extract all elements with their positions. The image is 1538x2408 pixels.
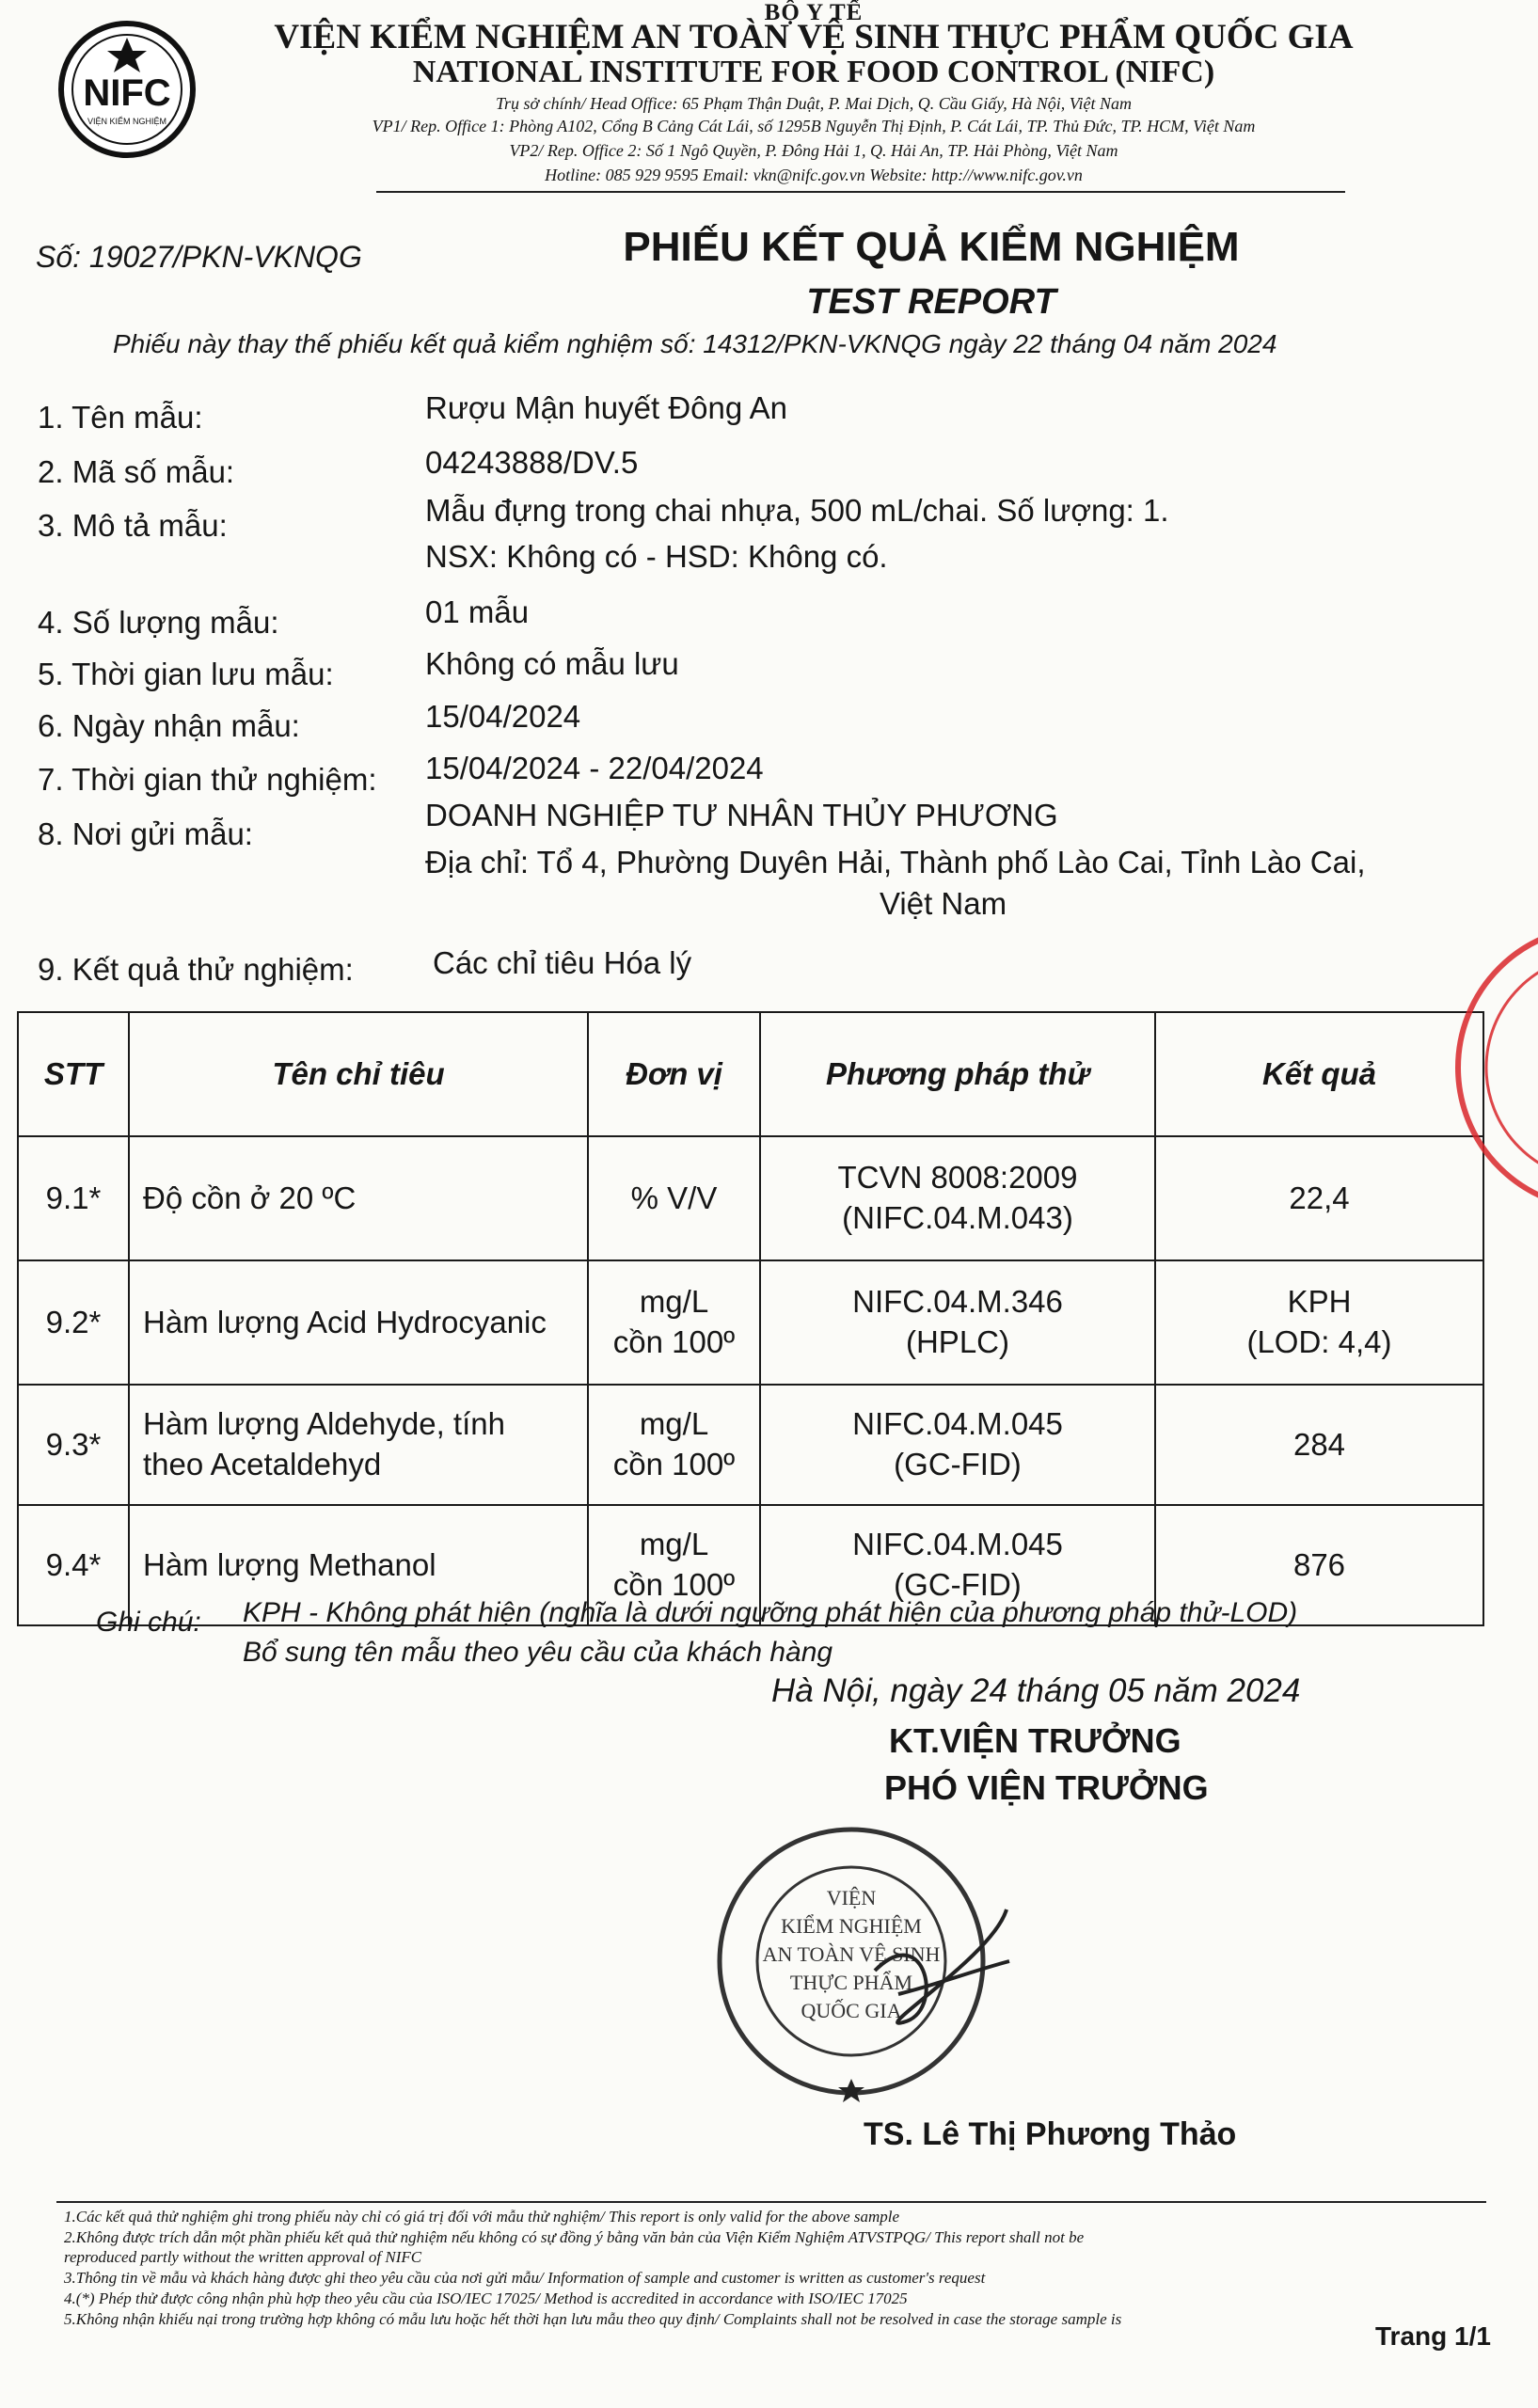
notes-line-2: Bổ sung tên mẫu theo yêu cầu của khách hàng: [243, 1637, 833, 1668]
place-date: Hà Nội, ngày 24 tháng 05 năm 2024: [771, 1672, 1301, 1709]
col-header-stt: STT: [18, 1012, 129, 1136]
logo-text: NIFC: [83, 72, 171, 114]
method-line-1: NIFC.04.M.045: [852, 1406, 1063, 1442]
method-line-1: NIFC.04.M.346: [852, 1284, 1063, 1320]
cell-stt: 9.3*: [18, 1385, 129, 1505]
table-row: [18, 1385, 1483, 1505]
document-title: PHIẾU KẾT QUẢ KIỂM NGHIỆM: [623, 224, 1240, 270]
signer-title-2: PHÓ VIỆN TRƯỞNG: [884, 1768, 1209, 1807]
field-label-test-period: 7. Thời gian thử nghiệm:: [38, 762, 377, 797]
method-line-1: TCVN 8008:2009: [837, 1160, 1078, 1196]
field-label-sample-description: 3. Mô tả mẫu:: [38, 508, 228, 543]
field-value-test-results: Các chỉ tiêu Hóa lý: [433, 945, 692, 980]
field-label-sample-name: 1. Tên mẫu:: [38, 400, 203, 435]
page-number: Trang 1/1: [1375, 2321, 1491, 2351]
stamp-line: AN TOÀN VỆ SINH: [762, 1942, 941, 1966]
rep-office-1: VP1/ Rep. Office 1: Phòng A102, Cổng B Cảng Cát Lái, số 1295B Nguyễn Thị Định, P. Cát Lái, TP. Thủ Đức, TP. HCM, Việt Nam: [372, 117, 1256, 135]
field-label-test-results: 9. Kết quả thử nghiệm:: [38, 952, 354, 987]
method-line-2: (NIFC.04.M.043): [842, 1200, 1073, 1235]
result-line-1: 22,4: [1289, 1180, 1350, 1215]
table-row: [18, 1260, 1483, 1385]
field-value-retention: Không có mẫu lưu: [425, 646, 679, 681]
result-line-1: KPH: [1287, 1284, 1352, 1320]
replacement-note: Phiếu này thay thế phiếu kết quả kiểm nghiệm số: 14312/PKN-VKNQG ngày 22 tháng 04 năm 2024: [113, 329, 1277, 358]
unit-line-1: mg/L: [639, 1284, 709, 1320]
table-row: [18, 1136, 1483, 1260]
cell-result: [1155, 1136, 1483, 1260]
red-stamp-partial: [1449, 917, 1538, 1218]
name-line-2: theo Acetaldehyd: [143, 1447, 382, 1481]
signer-name: TS. Lê Thị Phương Thảo: [864, 2116, 1237, 2152]
result-line-1: 876: [1292, 1546, 1346, 1582]
field-value-sample-description: Mẫu đựng trong chai nhựa, 500 mL/chai. Số lượng: 1.: [425, 493, 1169, 528]
cell-result: [1155, 1260, 1483, 1385]
document-subtitle: TEST REPORT: [806, 282, 1056, 322]
field-value-sender-country: Việt Nam: [880, 886, 1007, 921]
notes-label: Ghi chú:: [96, 1607, 201, 1638]
document-number: Số: 19027/PKN-VKNQG: [36, 240, 362, 274]
field-label-retention: 5. Thời gian lưu mẫu:: [38, 657, 334, 691]
col-header-method: Phương pháp thử: [760, 1012, 1155, 1136]
col-header-result: Kết quả: [1155, 1012, 1483, 1136]
result-line-1: 284: [1292, 1426, 1346, 1462]
cell-method: [760, 1136, 1155, 1260]
header-divider: [376, 191, 1345, 193]
ministry-name: BỘ Y TẾ: [764, 0, 864, 25]
table-header-row: [18, 1012, 1483, 1136]
field-label-received-date: 6. Ngày nhận mẫu:: [38, 708, 300, 743]
unit-line-2: cồn 100º: [612, 1324, 736, 1359]
field-label-sample-code: 2. Mã số mẫu:: [38, 454, 235, 489]
cell-unit: [588, 1385, 760, 1505]
unit-line-1: mg/L: [639, 1406, 709, 1442]
field-value-sender-address: Địa chỉ: Tổ 4, Phường Duyên Hải, Thành phố Lào Cai, Tỉnh Lào Cai,: [425, 845, 1366, 879]
field-label-sender: 8. Nơi gửi mẫu:: [38, 816, 253, 851]
cell-unit: [588, 1260, 760, 1385]
footer-note-1: 1.Các kết quả thử nghiệm ghi trong phiếu này chỉ có giá trị đối với mẫu thử nghiệm/ This report is only valid for the above sample: [64, 2208, 900, 2226]
footer-note-2b: reproduced partly without the written approval of NIFC: [64, 2248, 422, 2266]
institute-name-en: NATIONAL INSTITUTE FOR FOOD CONTROL (NIFC): [412, 55, 1215, 89]
stamp-line: QUỐC GIA: [801, 1999, 902, 2022]
cell-method: [760, 1385, 1155, 1505]
cell-result: [1155, 1385, 1483, 1505]
field-value-test-period: 15/04/2024 - 22/04/2024: [425, 751, 764, 785]
rep-office-2: VP2/ Rep. Office 2: Số 1 Ngô Quyền, P. Đông Hải 1, Q. Hải An, TP. Hải Phòng, Việt Nam: [509, 141, 1118, 160]
cell-name: Độ cồn ở 20 ºC: [129, 1136, 588, 1260]
field-value-sample-description-2: NSX: Không có - HSD: Không có.: [425, 539, 888, 574]
cell-stt: 9.2*: [18, 1260, 129, 1385]
institute-name-vi: VIỆN KIỂM NGHIỆM AN TOÀN VỆ SINH THỰC PHẨM QUỐC GIA: [274, 18, 1354, 56]
results-table: [17, 1011, 1484, 1626]
cell-name: [129, 1385, 588, 1505]
footer-divider: [56, 2201, 1486, 2203]
cell-stt: 9.4*: [18, 1505, 129, 1625]
method-line-2: (GC-FID): [894, 1447, 1022, 1481]
field-value-sender: DOANH NGHIỆP TƯ NHÂN THỦY PHƯƠNG: [425, 798, 1058, 832]
footer-note-4: 4.(*) Phép thử được công nhận phù hợp theo yêu cầu của ISO/IEC 17025/ Method is accredited in accordance with ISO/IEC 17025: [64, 2289, 908, 2307]
logo-caption: VIỆN KIỂM NGHIỆM: [87, 117, 167, 126]
unit-line-1: % V/V: [630, 1180, 718, 1215]
col-header-name: Tên chỉ tiêu: [129, 1012, 588, 1136]
stamp-line: KIỂM NGHIỆM: [781, 1914, 922, 1938]
unit-line-2: cồn 100º: [612, 1447, 736, 1481]
cell-stt: 9.1*: [18, 1136, 129, 1260]
field-value-sample-quantity: 01 mẫu: [425, 594, 530, 629]
official-stamp: [710, 1806, 1011, 2107]
cell-unit: [588, 1136, 760, 1260]
field-value-sample-code: 04243888/DV.5: [425, 445, 639, 480]
method-line-2: (GC-FID): [894, 1567, 1022, 1602]
field-value-received-date: 15/04/2024: [425, 699, 581, 734]
name-line-1: Hàm lượng Aldehyde, tính: [143, 1406, 505, 1442]
field-label-sample-quantity: 4. Số lượng mẫu:: [38, 605, 279, 640]
contact-line: Hotline: 085 929 9595 Email: vkn@nifc.gov.vn Website: http://www.nifc.gov.vn: [545, 166, 1083, 184]
footer-note-2a: 2.Không được trích dẫn một phần phiếu kết quả thử nghiệm nếu không có sự đồng ý bằng văn bản của Viện Kiểm Nghiệm ATVSTPQG/ This report shall not be: [64, 2228, 1085, 2246]
stamp-line: VIỆN: [826, 1886, 877, 1909]
footer-note-5: 5.Không nhận khiếu nại trong trường hợp không có mẫu lưu hoặc hết thời hạn lưu mẫu theo quy định/ Complaints shall not be resolved in case the storage sample is: [64, 2310, 1122, 2328]
head-office: Trụ sở chính/ Head Office: 65 Phạm Thận Duật, P. Mai Dịch, Q. Cầu Giấy, Hà Nội, Việt Nam: [496, 94, 1132, 113]
method-line-1: NIFC.04.M.045: [852, 1527, 1063, 1562]
col-header-unit: Đơn vị: [588, 1012, 760, 1136]
footer-note-3: 3.Thông tin về mẫu và khách hàng được ghi theo yêu cầu của nơi gửi mẫu/ Information of sample and customer is written as customer's request: [64, 2269, 986, 2287]
result-line-2: (LOD: 4,4): [1246, 1324, 1392, 1359]
notes-line-1: KPH - Không phát hiện (nghĩa là dưới ngưỡng phát hiện của phương pháp thử-LOD): [243, 1597, 1298, 1628]
unit-line-2: cồn 100º: [612, 1567, 736, 1602]
nifc-logo: [56, 19, 198, 160]
signer-title-1: KT.VIỆN TRƯỞNG: [889, 1721, 1181, 1760]
stamp-line: THỰC PHẨM: [789, 1971, 913, 1994]
field-value-sample-name: Rượu Mận huyết Đông An: [425, 390, 787, 425]
cell-method: [760, 1260, 1155, 1385]
cell-name: Hàm lượng Acid Hydrocyanic: [129, 1260, 588, 1385]
method-line-2: (HPLC): [905, 1324, 1009, 1359]
unit-line-1: mg/L: [639, 1527, 709, 1562]
cell-name: Hàm lượng Methanol: [129, 1505, 588, 1625]
